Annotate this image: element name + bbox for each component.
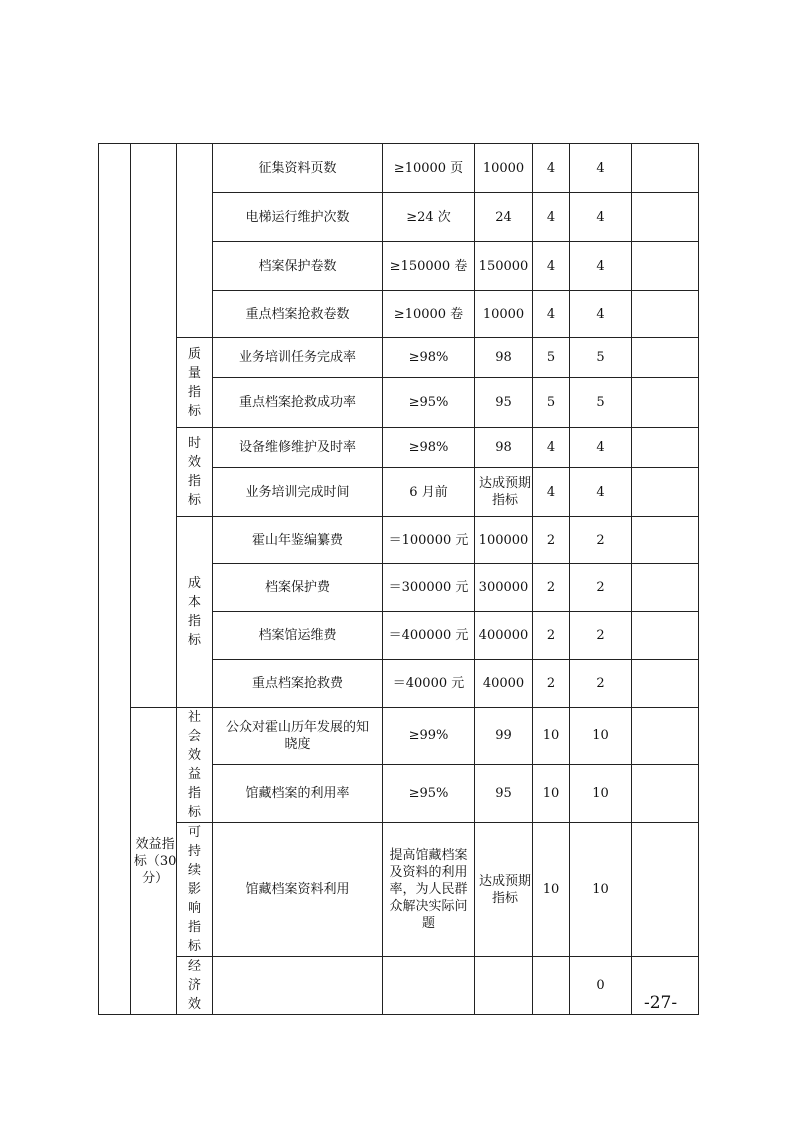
actual-value: 10000 (475, 144, 533, 193)
level2-indicator-cell (131, 144, 177, 708)
target-value: ＝400000 元 (383, 612, 475, 660)
note-cell (632, 764, 699, 822)
indicator-name: 馆藏档案的利用率 (213, 764, 383, 822)
note-cell (632, 338, 699, 378)
target-value: ＝300000 元 (383, 564, 475, 612)
note-cell (632, 193, 699, 242)
table-row (99, 338, 699, 378)
target-value (383, 957, 475, 1015)
note-cell (632, 708, 699, 765)
actual-value: 24 (475, 193, 533, 242)
target-value: ≥98% (383, 338, 475, 378)
actual-value: 10000 (475, 291, 533, 338)
actual-value: 300000 (475, 564, 533, 612)
note-cell (632, 428, 699, 468)
weight-value: 2 (533, 660, 570, 708)
indicator-name: 公众对霍山历年发展的知晓度 (213, 708, 383, 765)
score-value: 10 (570, 823, 632, 957)
target-value: ≥10000 页 (383, 144, 475, 193)
target-value: 提高馆藏档案及资料的利用率，为人民群众解决实际问题 (383, 823, 475, 957)
level3-indicator-cell: 经济效 (177, 957, 213, 1015)
target-value: ≥95% (383, 764, 475, 822)
table-row (99, 144, 699, 193)
indicator-name: 征集资料页数 (213, 144, 383, 193)
score-value: 5 (570, 378, 632, 428)
note-cell (632, 468, 699, 517)
level3-indicator-cell: 质量指标 (177, 338, 213, 428)
weight-value: 10 (533, 708, 570, 765)
note-cell (632, 823, 699, 957)
score-value: 5 (570, 338, 632, 378)
indicator-name: 档案馆运维费 (213, 612, 383, 660)
target-value: ≥10000 卷 (383, 291, 475, 338)
score-value: 4 (570, 428, 632, 468)
score-value: 10 (570, 764, 632, 822)
indicator-name: 馆藏档案资料利用 (213, 823, 383, 957)
indicator-name: 霍山年鉴编纂费 (213, 517, 383, 564)
level3-indicator-cell: 成本指标 (177, 517, 213, 708)
weight-value: 4 (533, 291, 570, 338)
level2-indicator-cell: 效益指标（30分） (131, 708, 177, 1015)
actual-value: 99 (475, 708, 533, 765)
actual-value: 98 (475, 338, 533, 378)
indicator-name: 重点档案抢救费 (213, 660, 383, 708)
target-value: ≥24 次 (383, 193, 475, 242)
target-value: ≥150000 卷 (383, 242, 475, 291)
weight-value: 4 (533, 144, 570, 193)
page-number: -27- (644, 993, 678, 1013)
note-cell (632, 517, 699, 564)
target-value: ＝100000 元 (383, 517, 475, 564)
table-row (99, 957, 699, 1015)
table-row (99, 517, 699, 564)
indicator-name: 重点档案抢救成功率 (213, 378, 383, 428)
actual-value: 达成预期指标 (475, 823, 533, 957)
weight-value: 2 (533, 564, 570, 612)
performance-indicator-table (98, 143, 699, 1015)
note-cell (632, 378, 699, 428)
indicator-name (213, 957, 383, 1015)
note-cell (632, 291, 699, 338)
note-cell (632, 144, 699, 193)
weight-value (533, 957, 570, 1015)
table-row (99, 708, 699, 765)
score-value: 2 (570, 612, 632, 660)
target-value: 6 月前 (383, 468, 475, 517)
note-cell (632, 564, 699, 612)
weight-value: 10 (533, 823, 570, 957)
actual-value: 98 (475, 428, 533, 468)
note-cell (632, 242, 699, 291)
score-value: 0 (570, 957, 632, 1015)
level3-indicator-cell: 时效指标 (177, 428, 213, 517)
weight-value: 10 (533, 764, 570, 822)
score-value: 4 (570, 468, 632, 517)
target-value: ≥95% (383, 378, 475, 428)
score-value: 4 (570, 291, 632, 338)
indicator-name: 业务培训任务完成率 (213, 338, 383, 378)
target-value: ＝40000 元 (383, 660, 475, 708)
table-row (99, 823, 699, 957)
actual-value (475, 957, 533, 1015)
indicator-name: 重点档案抢救卷数 (213, 291, 383, 338)
indicator-name: 电梯运行维护次数 (213, 193, 383, 242)
weight-value: 4 (533, 468, 570, 517)
weight-value: 5 (533, 338, 570, 378)
actual-value: 150000 (475, 242, 533, 291)
actual-value: 95 (475, 378, 533, 428)
target-value: ≥99% (383, 708, 475, 765)
note-cell (632, 660, 699, 708)
table-row (99, 428, 699, 468)
level3-indicator-cell (177, 144, 213, 338)
note-cell (632, 612, 699, 660)
weight-value: 2 (533, 612, 570, 660)
level1-indicator-cell (99, 144, 131, 1015)
weight-value: 2 (533, 517, 570, 564)
score-value: 2 (570, 517, 632, 564)
actual-value: 40000 (475, 660, 533, 708)
indicator-name: 档案保护卷数 (213, 242, 383, 291)
actual-value: 100000 (475, 517, 533, 564)
score-value: 2 (570, 660, 632, 708)
indicator-name: 档案保护费 (213, 564, 383, 612)
score-value: 2 (570, 564, 632, 612)
weight-value: 4 (533, 428, 570, 468)
level3-indicator-cell: 可持续影响指标 (177, 823, 213, 957)
actual-value: 达成预期指标 (475, 468, 533, 517)
score-value: 4 (570, 193, 632, 242)
weight-value: 4 (533, 193, 570, 242)
score-value: 10 (570, 708, 632, 765)
actual-value: 400000 (475, 612, 533, 660)
indicator-name: 业务培训完成时间 (213, 468, 383, 517)
weight-value: 5 (533, 378, 570, 428)
target-value: ≥98% (383, 428, 475, 468)
indicator-name: 设备维修维护及时率 (213, 428, 383, 468)
actual-value: 95 (475, 764, 533, 822)
score-value: 4 (570, 242, 632, 291)
weight-value: 4 (533, 242, 570, 291)
score-value: 4 (570, 144, 632, 193)
level3-indicator-cell: 社会效益指标 (177, 708, 213, 823)
